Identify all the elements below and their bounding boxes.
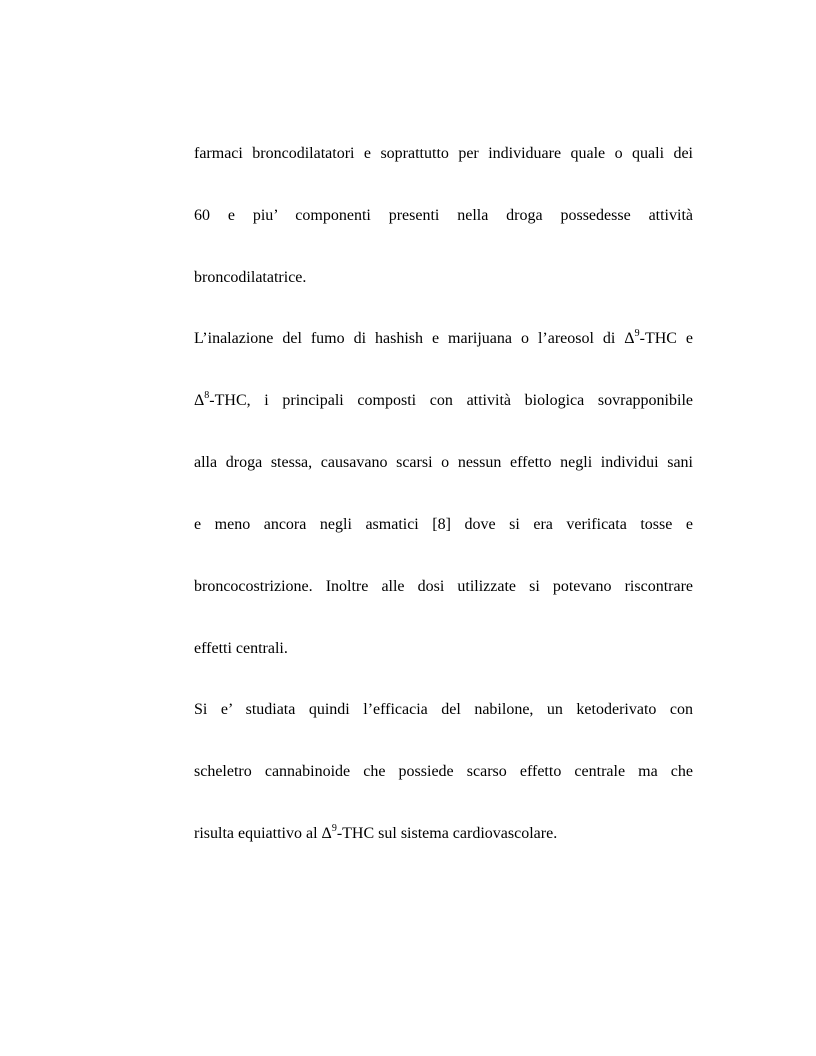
p3-line2: scheletro cannabinoide che possiede scarso effetto centrale ma che (194, 763, 693, 780)
p2-line1-post: -THC e (639, 330, 694, 347)
text-line-10 (194, 695, 693, 725)
text-line-8 (194, 572, 693, 602)
p2-line2-superscript: 8 (204, 390, 210, 401)
text-line-2 (194, 201, 693, 231)
text-line-7 (194, 510, 693, 540)
text-line-11 (194, 757, 693, 787)
text-line-4 (194, 324, 693, 354)
p3-line1: Si e’ studiata quindi l’efficacia del nabilone, un ketoderivato con (194, 701, 693, 718)
p2-line2-pre: Δ (194, 392, 205, 409)
p2-line2-post: -THC, i principali composti con attività biologica sovrapponibile (209, 392, 693, 409)
p2-line5: broncocostrizione. Inoltre alle dosi utilizzate si potevano riscontrare (194, 578, 693, 595)
text-line-5 (194, 386, 693, 416)
p2-line2 (194, 392, 693, 409)
text-line-3 (194, 263, 693, 293)
text-line-12 (194, 819, 693, 849)
p3-line3-post: -THC sul sistema cardiovascolare. (336, 825, 558, 842)
text-line-6 (194, 448, 693, 478)
p1-line3: broncodilatatrice. (194, 269, 307, 286)
p1-line1: farmaci broncodilatatori e soprattutto per individuare quale o quali dei (194, 145, 693, 162)
p1-line2: 60 e piu’ componenti presenti nella droga possedesse attività (194, 207, 693, 224)
p2-line4: e meno ancora negli asmatici [8] dove si era verificata tosse e (194, 516, 693, 533)
p3-line3-pre: risulta equiattivo al Δ (194, 825, 332, 842)
p3-line3 (194, 825, 557, 842)
p2-line6: effetti centrali. (194, 640, 288, 657)
p2-line1-superscript: 9 (634, 328, 640, 339)
body-text (194, 139, 693, 881)
p2-line1-pre: L’inalazione del fumo di hashish e marijuana o l’areosol di Δ (194, 330, 635, 347)
p2-line3: alla droga stessa, causavano scarsi o nessun effetto negli individui sani (194, 454, 693, 471)
text-line-9 (194, 634, 693, 664)
p3-line3-superscript: 9 (331, 823, 337, 834)
text-line-1 (194, 139, 693, 169)
p2-line1 (194, 330, 693, 347)
